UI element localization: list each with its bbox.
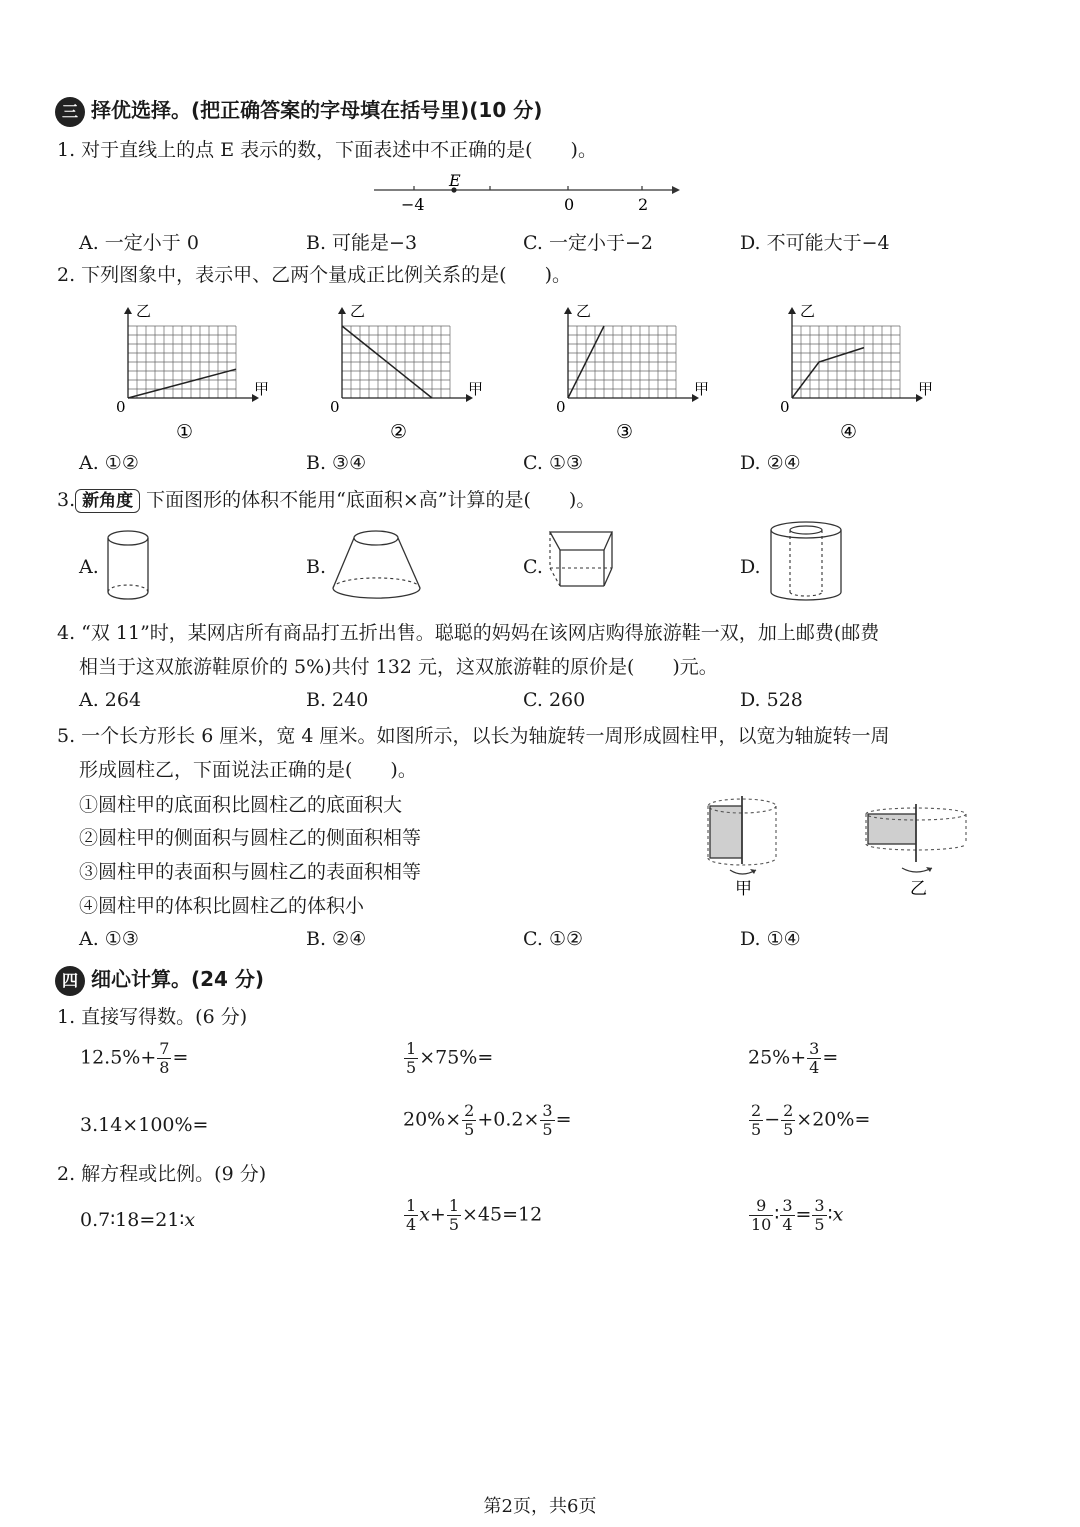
point-e-label: E [449,171,461,190]
q1-option-a: A. 一定小于 0 [79,232,199,254]
section-4-heading [55,963,264,996]
calc-2: $\frac{1}{5}$ ×75%= [406,1039,494,1077]
cylinder-shape [104,528,156,606]
cylinder-yi-figure [862,800,974,900]
fraction: $\frac{1}{4}$ [406,1196,417,1234]
section-3-badge: 三 [55,97,85,127]
q3-option-c: C. [523,556,543,578]
part2-title: 2. 解方程或比例。(9 分) [57,1163,267,1185]
origin-label: 0 [330,398,340,416]
tick-label-2: 2 [638,195,649,214]
origin-label: 0 [116,398,126,416]
fraction: $\frac{3}{4}$ [809,1039,820,1077]
section-4-title: 细心计算。(24 分) [91,967,265,991]
q3-number: 3. [57,489,76,511]
q5-line-1: 5. 一个长方形长 6 厘米，宽 4 厘米。如图所示，以长为轴旋转一周形成圆柱甲，以宽为轴旋转一周 [57,725,890,747]
graph-number-label: ③ [616,421,634,443]
q1-option-b: B. 可能是−3 [306,232,418,254]
q3-option-a: A. [79,556,99,578]
y-axis-label: 乙 [136,302,152,320]
calc-1: 12.5%+ $\frac{7}{8}$ = [80,1039,189,1077]
q3-stem-line [57,488,595,513]
section-4-badge: 四 [55,966,85,996]
new-angle-tag: 新角度 [75,489,140,513]
y-axis-label: 乙 [800,302,816,320]
x-axis-label: 甲 [694,380,710,398]
x-axis-label: 甲 [254,380,270,398]
section-3-heading [55,94,542,127]
x-axis-label: 甲 [918,380,934,398]
fraction: $\frac{3}{4}$ [782,1196,793,1234]
q2-option-a: A. ①② [79,452,139,474]
page-number: 第2页，共6页 [483,1496,597,1517]
calc-3: 25%+ $\frac{3}{4}$ = [748,1039,839,1077]
calc-5: 20%× $\frac{2}{5}$ +0.2× $\frac{3}{5}$ = [403,1101,572,1139]
graph-2 [326,298,486,444]
tick-label-0: 0 [564,195,575,214]
label-jia: 甲 [735,879,752,899]
q3-option-d: D. [740,556,761,578]
label-yi: 乙 [910,879,927,899]
graph-number-label: ① [176,421,194,443]
q5-statement-4: ④圆柱甲的体积比圆柱乙的体积小 [79,895,365,917]
q1-stem: 1. 对于直线上的点 E 表示的数，下面表述中不正确的是( )。 [57,139,597,161]
q5-option-d: D. ①④ [740,928,801,950]
fraction: $\frac{9}{10}$ [751,1196,772,1234]
graph-3 [552,298,712,444]
equation-1: 0.7∶18=21∶x [80,1209,196,1231]
y-axis-label: 乙 [350,302,366,320]
q2-option-c: C. ①③ [523,452,584,474]
y-axis-label: 乙 [576,302,592,320]
q4-line-2: 相当于这双旅游鞋原价的 5%)共付 132 元，这双旅游鞋的原价是( )元。 [79,656,718,678]
graph-1 [112,298,272,444]
section-3-title: 择优选择。(把正确答案的字母填在括号里)(10 分) [91,98,543,122]
fraction: $\frac{3}{5}$ [814,1196,825,1234]
fraction: $\frac{1}{5}$ [406,1039,417,1077]
q2-option-b: B. ③④ [306,452,367,474]
q5-option-c: C. ①② [523,928,584,950]
calc-4: 3.14×100%= [80,1114,209,1136]
q2-option-d: D. ②④ [740,452,801,474]
graph-4 [776,298,936,444]
q5-statement-3: ③圆柱甲的表面积与圆柱乙的表面积相等 [79,861,422,883]
q5-line-2: 形成圆柱乙，下面说法正确的是( )。 [79,759,417,781]
hollow-cylinder-shape [768,520,850,606]
fraction: $\frac{2}{5}$ [464,1101,475,1139]
q2-stem: 2. 下列图象中，表示甲、乙两个量成正比例关系的是( )。 [57,264,571,286]
q4-option-d: D. 528 [740,689,803,711]
q5-option-a: A. ①③ [79,928,139,950]
x-axis-label: 甲 [468,380,484,398]
tick-label-neg4: −4 [401,195,425,214]
origin-label: 0 [556,398,566,416]
q5-option-b: B. ②④ [306,928,367,950]
fraction: $\frac{2}{5}$ [783,1101,794,1139]
q1-option-c: C. 一定小于−2 [523,232,653,254]
equation-2: $\frac{1}{4}$ x+ $\frac{1}{5}$ ×45=12 [406,1196,543,1234]
trapezoid-prism-shape [548,528,618,606]
q5-statement-1: ①圆柱甲的底面积比圆柱乙的底面积大 [79,794,403,816]
q5-statement-2: ②圆柱甲的侧面积与圆柱乙的侧面积相等 [79,827,422,849]
fraction: $\frac{1}{5}$ [448,1196,460,1234]
frustum-shape [330,528,426,606]
graph-number-label: ④ [840,421,858,443]
q4-option-a: A. 264 [79,689,142,711]
number-line [370,172,690,220]
q1-option-d: D. 不可能大于−4 [740,232,890,254]
fraction: $\frac{3}{5}$ [542,1101,553,1139]
q3-option-b: B. [306,556,327,578]
graph-number-label: ② [390,421,408,443]
fraction: $\frac{2}{5}$ [751,1101,762,1139]
q3-stem: 下面图形的体积不能用“底面积×高”计算的是( )。 [146,489,596,511]
part1-title: 1. 直接写得数。(6 分) [57,1006,248,1028]
fraction: $\frac{7}{8}$ [159,1039,170,1077]
q4-option-c: C. 260 [523,689,586,711]
equation-3: $\frac{9}{10}$ ∶ $\frac{3}{4}$ = $\frac{3}{5}$ ∶x [751,1196,844,1234]
q4-option-b: B. 240 [306,689,369,711]
q4-line-1: 4. “双 11”时，某网店所有商品打五折出售。聪聪的妈妈在该网店购得旅游鞋一双，加上邮费(邮费 [57,622,880,644]
cylinder-jia-figure [702,792,792,904]
origin-label: 0 [780,398,790,416]
calc-6: $\frac{2}{5}$ − $\frac{2}{5}$ ×20%= [751,1101,871,1139]
